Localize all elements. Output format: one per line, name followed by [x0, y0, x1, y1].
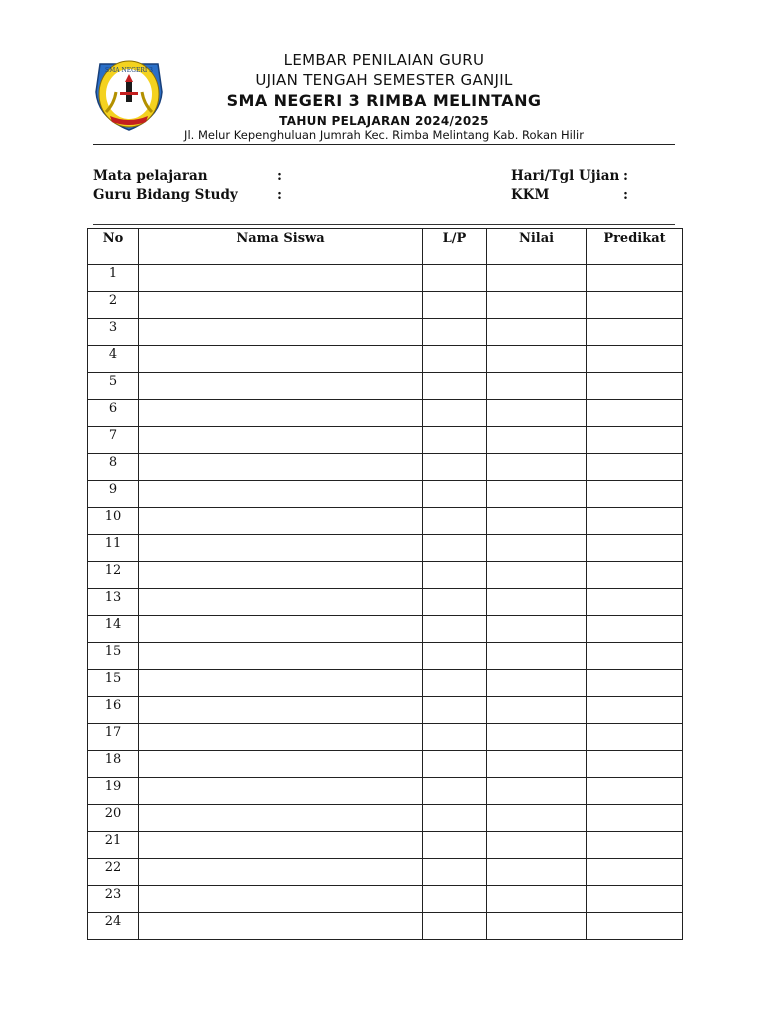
row-number: 15	[88, 670, 139, 697]
grade-cell[interactable]	[587, 292, 683, 319]
row-number: 14	[88, 616, 139, 643]
student-name-cell[interactable]	[139, 265, 423, 292]
student-name-cell[interactable]	[139, 859, 423, 886]
table-row	[88, 805, 683, 832]
score-cell[interactable]	[487, 481, 587, 508]
grade-cell[interactable]	[587, 562, 683, 589]
grade-cell[interactable]	[587, 319, 683, 346]
grade-cell[interactable]	[587, 373, 683, 400]
row-number: 1	[88, 265, 139, 292]
student-name-cell[interactable]	[139, 373, 423, 400]
score-cell[interactable]	[487, 832, 587, 859]
student-name-cell[interactable]	[139, 346, 423, 373]
gender-cell[interactable]	[423, 562, 487, 589]
col-header-score: Nilai	[487, 229, 587, 265]
row-number: 3	[88, 319, 139, 346]
gender-cell[interactable]	[423, 670, 487, 697]
gender-cell[interactable]	[423, 832, 487, 859]
score-cell[interactable]	[487, 427, 587, 454]
row-number: 24	[88, 913, 139, 940]
table-row	[88, 643, 683, 670]
gender-cell[interactable]	[423, 535, 487, 562]
row-number: 12	[88, 562, 139, 589]
subject-label: Mata pelajaran	[93, 168, 208, 184]
table-row	[88, 751, 683, 778]
row-number: 18	[88, 751, 139, 778]
gender-cell[interactable]	[423, 697, 487, 724]
grade-cell[interactable]	[587, 778, 683, 805]
score-cell[interactable]	[487, 319, 587, 346]
table-row	[88, 265, 683, 292]
score-cell[interactable]	[487, 751, 587, 778]
table-row	[88, 616, 683, 643]
student-name-cell[interactable]	[139, 508, 423, 535]
score-cell[interactable]	[487, 508, 587, 535]
row-number: 23	[88, 886, 139, 913]
score-cell[interactable]	[487, 697, 587, 724]
teacher-colon: :	[277, 187, 282, 203]
row-number: 13	[88, 589, 139, 616]
row-number: 20	[88, 805, 139, 832]
gender-cell[interactable]	[423, 616, 487, 643]
grade-cell[interactable]	[587, 508, 683, 535]
score-cell[interactable]	[487, 373, 587, 400]
student-name-cell[interactable]	[139, 319, 423, 346]
row-number: 19	[88, 778, 139, 805]
student-name-cell[interactable]	[139, 292, 423, 319]
row-number: 16	[88, 697, 139, 724]
score-cell[interactable]	[487, 859, 587, 886]
gender-cell[interactable]	[423, 913, 487, 940]
gender-cell[interactable]	[423, 589, 487, 616]
grade-table	[87, 228, 683, 940]
table-row	[88, 724, 683, 751]
col-header-grade: Predikat	[587, 229, 683, 265]
row-number: 17	[88, 724, 139, 751]
gender-cell[interactable]	[423, 346, 487, 373]
row-number: 21	[88, 832, 139, 859]
col-header-student-name: Nama Siswa	[139, 229, 423, 265]
sheet-title: LEMBAR PENILAIAN GURU	[283, 51, 485, 69]
grade-cell[interactable]	[587, 589, 683, 616]
kkm-colon: :	[623, 187, 628, 203]
score-cell[interactable]	[487, 805, 587, 832]
teacher-label: Guru Bidang Study	[93, 187, 238, 203]
grade-cell[interactable]	[587, 427, 683, 454]
gender-cell[interactable]	[423, 886, 487, 913]
student-name-cell[interactable]	[139, 562, 423, 589]
gender-cell[interactable]	[423, 724, 487, 751]
row-number: 10	[88, 508, 139, 535]
fields-divider	[93, 224, 675, 225]
exam-title: UJIAN TENGAH SEMESTER GANJIL	[255, 71, 513, 89]
row-number: 7	[88, 427, 139, 454]
table-row	[88, 670, 683, 697]
grade-cell[interactable]	[587, 724, 683, 751]
exam-date-label: Hari/Tgl Ujian	[511, 168, 620, 184]
student-name-cell[interactable]	[139, 400, 423, 427]
table-header-row	[88, 229, 683, 265]
table-row	[88, 778, 683, 805]
letterhead	[160, 50, 608, 130]
student-name-cell[interactable]	[139, 616, 423, 643]
student-name-cell[interactable]	[139, 427, 423, 454]
row-number: 2	[88, 292, 139, 319]
row-number: 4	[88, 346, 139, 373]
table-row	[88, 508, 683, 535]
header-divider	[93, 144, 675, 145]
score-cell[interactable]	[487, 265, 587, 292]
gender-cell[interactable]	[423, 292, 487, 319]
grade-cell[interactable]	[587, 481, 683, 508]
score-cell[interactable]	[487, 589, 587, 616]
table-row	[88, 481, 683, 508]
score-cell[interactable]	[487, 346, 587, 373]
gender-cell[interactable]	[423, 400, 487, 427]
score-cell[interactable]	[487, 643, 587, 670]
table-row	[88, 427, 683, 454]
table-row	[88, 454, 683, 481]
score-cell[interactable]	[487, 913, 587, 940]
table-row	[88, 535, 683, 562]
grade-cell[interactable]	[587, 265, 683, 292]
gender-cell[interactable]	[423, 859, 487, 886]
student-name-cell[interactable]	[139, 670, 423, 697]
score-cell[interactable]	[487, 562, 587, 589]
row-number: 8	[88, 454, 139, 481]
row-number: 22	[88, 859, 139, 886]
student-name-cell[interactable]	[139, 913, 423, 940]
student-name-cell[interactable]	[139, 778, 423, 805]
gender-cell[interactable]	[423, 778, 487, 805]
student-name-cell[interactable]	[139, 643, 423, 670]
student-name-cell[interactable]	[139, 454, 423, 481]
table-row	[88, 319, 683, 346]
row-number: 9	[88, 481, 139, 508]
table-row	[88, 589, 683, 616]
school-logo	[90, 52, 168, 132]
student-name-cell[interactable]	[139, 805, 423, 832]
table-row	[88, 832, 683, 859]
subject-colon: :	[277, 168, 282, 184]
exam-date-colon: :	[623, 168, 628, 184]
row-number: 5	[88, 373, 139, 400]
score-cell[interactable]	[487, 886, 587, 913]
student-name-cell[interactable]	[139, 589, 423, 616]
gender-cell[interactable]	[423, 751, 487, 778]
gender-cell[interactable]	[423, 454, 487, 481]
col-header-gender: L/P	[423, 229, 487, 265]
school-name: SMA NEGERI 3 RIMBA MELINTANG	[226, 91, 542, 110]
grade-cell[interactable]	[587, 913, 683, 940]
gender-cell[interactable]	[423, 643, 487, 670]
score-cell[interactable]	[487, 670, 587, 697]
row-number: 6	[88, 400, 139, 427]
col-header-no: No	[88, 229, 139, 265]
score-cell[interactable]	[487, 400, 587, 427]
student-name-cell[interactable]	[139, 697, 423, 724]
gender-cell[interactable]	[423, 481, 487, 508]
grade-cell[interactable]	[587, 616, 683, 643]
grade-cell[interactable]	[587, 670, 683, 697]
score-cell[interactable]	[487, 454, 587, 481]
score-cell[interactable]	[487, 724, 587, 751]
table-row	[88, 913, 683, 940]
table-row	[88, 697, 683, 724]
score-cell[interactable]	[487, 535, 587, 562]
row-number: 15	[88, 643, 139, 670]
table-row	[88, 346, 683, 373]
student-name-cell[interactable]	[139, 535, 423, 562]
gender-cell[interactable]	[423, 373, 487, 400]
table-row	[88, 886, 683, 913]
student-name-cell[interactable]	[139, 724, 423, 751]
grade-cell[interactable]	[587, 886, 683, 913]
grade-cell[interactable]	[587, 805, 683, 832]
kkm-label: KKM	[511, 187, 550, 203]
grade-cell[interactable]	[587, 697, 683, 724]
table-row	[88, 292, 683, 319]
student-name-cell[interactable]	[139, 751, 423, 778]
grade-cell[interactable]	[587, 643, 683, 670]
score-cell[interactable]	[487, 616, 587, 643]
student-name-cell[interactable]	[139, 832, 423, 859]
student-name-cell[interactable]	[139, 886, 423, 913]
table-row	[88, 562, 683, 589]
gender-cell[interactable]	[423, 427, 487, 454]
grade-cell[interactable]	[587, 454, 683, 481]
logo-text: SMA NEGERI 3	[105, 67, 153, 74]
gender-cell[interactable]	[423, 265, 487, 292]
score-cell[interactable]	[487, 778, 587, 805]
grade-cell[interactable]	[587, 346, 683, 373]
grade-cell[interactable]	[587, 535, 683, 562]
table-row	[88, 373, 683, 400]
row-number: 11	[88, 535, 139, 562]
student-name-cell[interactable]	[139, 481, 423, 508]
score-cell[interactable]	[487, 292, 587, 319]
grade-cell[interactable]	[587, 859, 683, 886]
grade-cell[interactable]	[587, 400, 683, 427]
table-row	[88, 400, 683, 427]
academic-year: TAHUN PELAJARAN 2024/2025	[279, 114, 489, 128]
grade-cell[interactable]	[587, 751, 683, 778]
school-address: Jl. Melur Kepenghuluan Jumrah Kec. Rimba Melintang Kab. Rokan Hilir	[184, 128, 584, 142]
gender-cell[interactable]	[423, 805, 487, 832]
gender-cell[interactable]	[423, 508, 487, 535]
grade-cell[interactable]	[587, 832, 683, 859]
table-row	[88, 859, 683, 886]
gender-cell[interactable]	[423, 319, 487, 346]
